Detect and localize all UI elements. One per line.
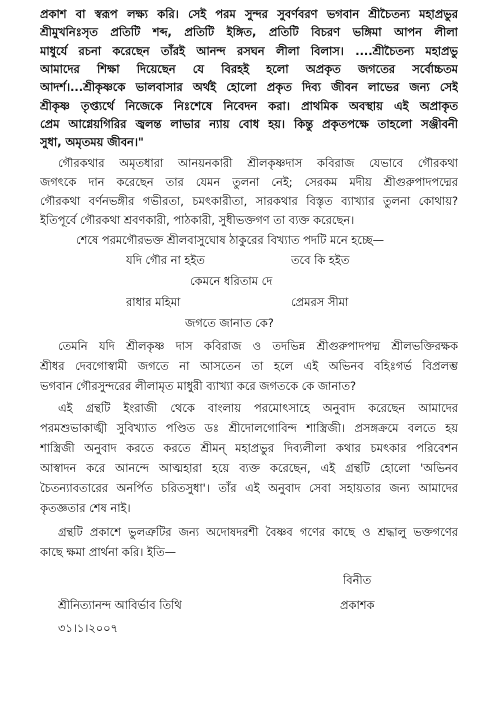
signoff-vinita: বিনীত <box>343 573 372 587</box>
paragraph-line: আস্বাদন করে আনন্দে আত্মহারা হয়ে ব্যক্ত করেছেন, এই গ্রন্থটি হোলো 'অভিনব <box>40 461 458 475</box>
publisher-signoff: প্রকাশক <box>340 598 375 612</box>
paragraph-line: পরমশুভাকাঙ্খী সুবিখ্যাত পণ্ডিত ডঃ শ্রীদোলগোবিন্দ শাস্ত্রিজী। প্রসঙ্গক্রমে বলতে হয় <box>40 421 458 435</box>
poem-line: রাধার মহিমা <box>126 295 181 309</box>
paragraph-line: তেমনি যদি শ্রীলকৃষ্ণ দাস কবিরাজ ও তদভিন্ন শ্রীগুরুপাদপদ্ম শ্রীলভক্তিরক্ষক <box>58 339 458 353</box>
intro-line: আদর্শ।...শ্রীকৃষ্ণকে ভালবাসার অর্থই হোলো প্রকৃত দিব্য জীবন লাভের জন্য সেই <box>40 80 458 94</box>
poem-line: কেমনে ধরিতাম দে <box>190 274 273 288</box>
paragraph-line: জগৎকে দান করেছেন তার যেমন তুলনা নেই; সেরকম মদীয় শ্রীগুরুপাদপদ্মের <box>40 175 458 189</box>
paragraph-line: কাছে ক্ষমা প্রার্থনা করি। ইতি— <box>40 545 177 559</box>
intro-line: সুধা, অমৃতময় জীবন।" <box>40 135 144 149</box>
paragraph-line: এই গ্রন্থটি ইংরাজী থেকে বাংলায় পরমোৎসাহে অনুবাদ করেছেন আমাদের <box>58 401 458 415</box>
paragraph-line: গৌরকথার অমৃতধারা আনয়নকারী শ্রীলকৃষ্ণদাস কবিরাজ যেভাবে গৌরকথা <box>58 156 458 170</box>
paragraph-line: শ্রীধর দেবগোস্বামী জগতে না আসতেন তা হলে এই অভিনব বহিঃগর্ভ বিপ্রলম্ভ <box>40 359 458 373</box>
intro-line: শ্রীকৃষ্ণ তৃপ্ত্যর্থে নিজেকে নিঃশেষে নিবেদন করা। প্রাথমিক অবস্থায় এই অপ্রাকৃত <box>40 99 458 113</box>
paragraph-line: চৈতন্যাবতারের অনর্পিত চরিতসুধা'। তাঁর এই অনুবাদ সেবা সহায়তার জন্য আমাদের <box>40 481 458 495</box>
intro-line: মাধুর্যে রচনা করেছেন তাঁরই আনন্দ রসঘন লীলা বিলাস। ....শ্রীচৈতন্য মহাপ্রভু <box>40 44 458 58</box>
date-line: ৩১।১।২০০৭ <box>58 621 118 635</box>
paragraph-line: গৌরকথা বর্ণনভঙ্গীর গভীরতা, চমৎকারীতা, সারকথার বিস্তৃত ব্যাখ্যার তুলনা কোথায়? <box>40 194 458 208</box>
intro-line: প্রকাশ বা স্বরূপ লক্ষ্য করি। সেই পরম সুন্দর সুবর্ণবরণ ভগবান শ্রীচৈতন্য মহাপ্রভুর <box>40 7 458 21</box>
paragraph-line: শাস্ত্রিজী অনুবাদ করতে করতে শ্রীমন্ মহাপ্রভুর দিব্যলীলা কথার চমৎকার পরিবেশন <box>40 441 458 455</box>
paragraph-line: ইতিপূর্বে গৌরকথা শ্রবণকারী, পাঠকারী, সুধীভক্তগণ তা ব্যক্ত করেছেন। <box>40 213 355 227</box>
intro-line: প্রেম আগ্নেয়গিরির জ্বলন্ত লাভার ন্যায় বোধ হয়। কিন্তু প্রকৃতপক্ষে তাহলো সঞ্জীবনী <box>40 117 458 131</box>
paragraph-line: ভগবান গৌরসুন্দরের লীলামৃত মাধুরী ব্যাখ্যা করে জগতকে কে জানাত? <box>40 379 357 393</box>
intro-line: আমাদের শিক্ষা দিয়েছেন যে বিরহই হলো অপ্রকৃত জগতের সর্বোচ্চতম <box>40 62 458 76</box>
poem-line: যদি গৌর না হইত <box>126 253 205 267</box>
poem-line: জগতে জানাত কে? <box>185 316 274 330</box>
poem-line: প্রেমরস সীমা <box>291 295 349 309</box>
occasion-line: শ্রীনিত্যানন্দ আবির্ভাব তিথি <box>58 598 182 612</box>
paragraph-line: কৃতজ্ঞতার শেষ নাই। <box>40 501 131 515</box>
intro-line: শ্রীমুখনিঃসৃত প্রতিটি শব্দ, প্রতিটি ইঙ্গিত, প্রতিটি বিচরণ ভঙ্গিমা আপন লীলা <box>40 25 458 39</box>
paragraph-line: গ্রন্থটি প্রকাশে ভুলত্রুটির জন্য অদোষদরশী বৈষ্ণব গণের কাছে ও শ্রদ্ধালু ভক্তগণের <box>58 525 458 539</box>
poem-line: তবে কি হইত <box>291 253 350 267</box>
poem-intro: শেষে পরমগৌরভক্ত শ্রীলবাসুঘোষ ঠাকুরের বিখ্যাত পদটি মনে হচ্ছে— <box>76 233 385 247</box>
